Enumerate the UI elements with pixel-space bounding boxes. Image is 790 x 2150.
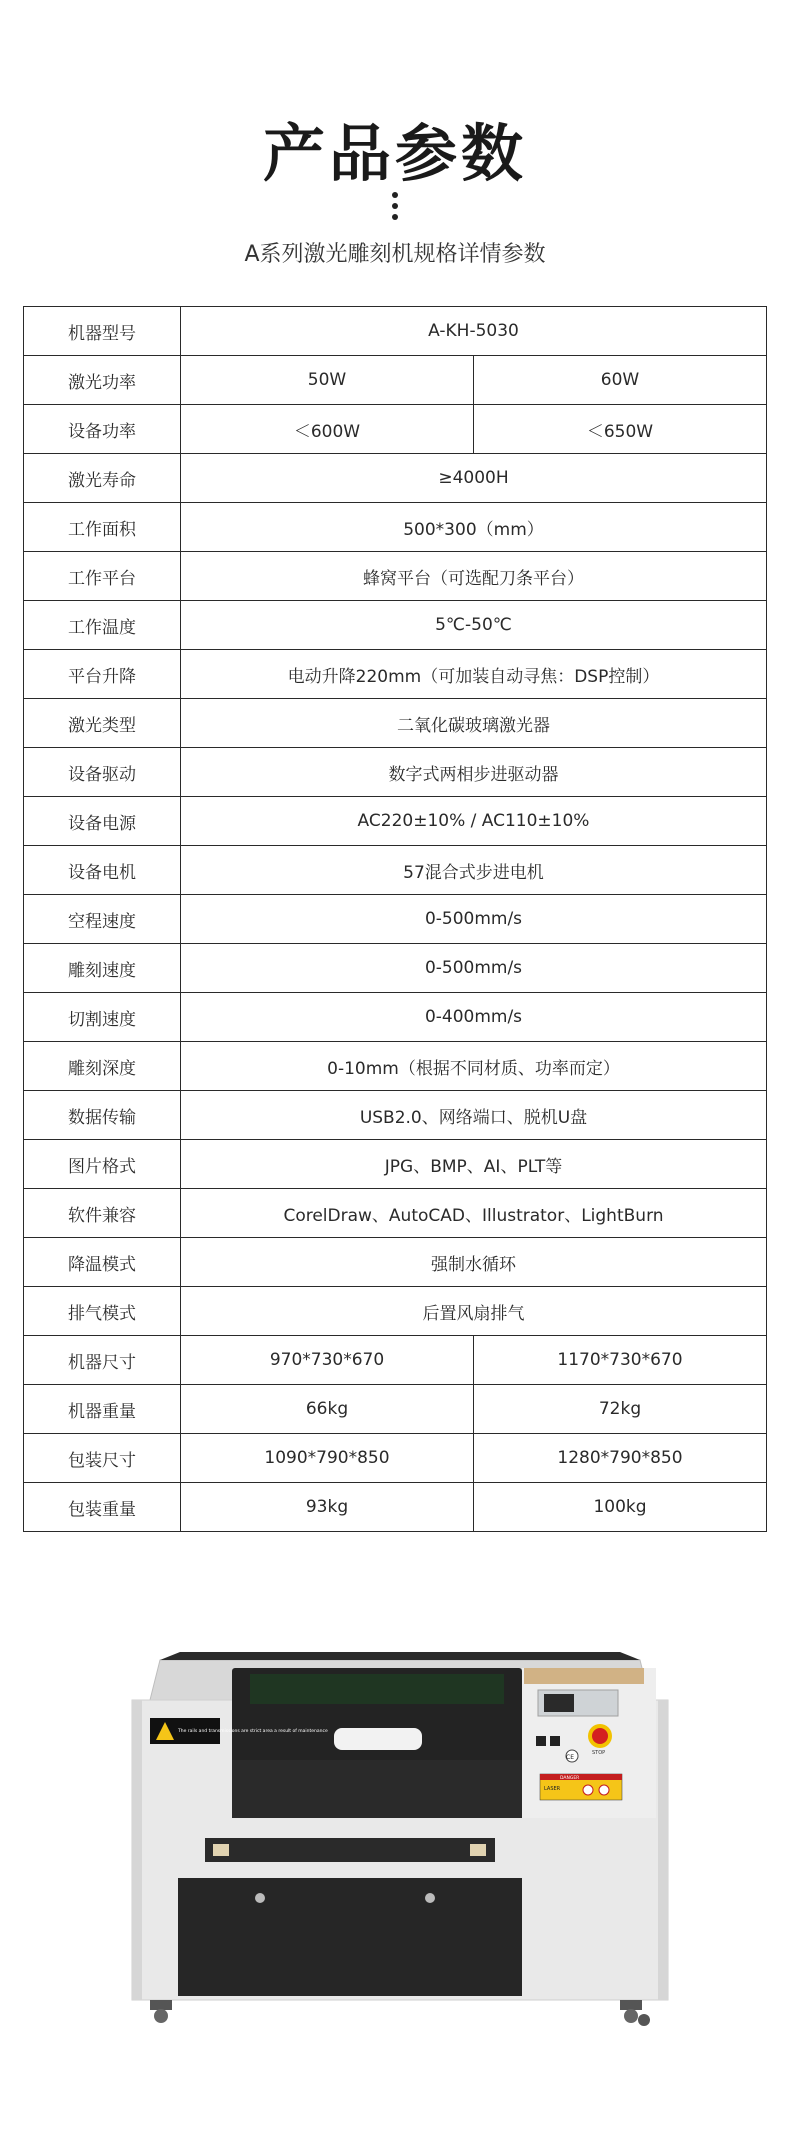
decorative-dots — [391, 192, 399, 225]
spec-value: 数字式两相步进驱动器 — [181, 748, 767, 797]
spec-row — [24, 895, 767, 944]
svg-text:LASER: LASER — [544, 1786, 561, 1792]
spec-row — [24, 1140, 767, 1189]
spec-row — [24, 503, 767, 552]
spec-table — [23, 306, 767, 1532]
spec-row — [24, 601, 767, 650]
spec-row — [24, 1483, 767, 1532]
spec-value: 1090*790*850 — [181, 1434, 474, 1483]
page-title: 产品参数 — [262, 117, 527, 190]
spec-value: 后置风扇排气 — [181, 1287, 767, 1336]
spec-label: 图片格式 — [24, 1140, 181, 1189]
spec-label: 工作平台 — [24, 552, 181, 601]
spec-label: 雕刻速度 — [24, 944, 181, 993]
svg-text:STOP: STOP — [592, 1750, 606, 1756]
spec-label: 包装重量 — [24, 1483, 181, 1532]
svg-text:CE: CE — [566, 1754, 574, 1761]
spec-value: 50W — [181, 356, 474, 405]
spec-label: 机器重量 — [24, 1385, 181, 1434]
page-subtitle: A系列激光雕刻机规格详情参数 — [244, 242, 546, 267]
spec-value: CorelDraw、AutoCAD、Illustrator、LightBurn — [181, 1189, 767, 1238]
spec-label: 激光功率 — [24, 356, 181, 405]
spec-value: 60W — [474, 356, 767, 405]
spec-label: 机器尺寸 — [24, 1336, 181, 1385]
spec-value: A-KH-5030 — [181, 307, 767, 356]
spec-label: 软件兼容 — [24, 1189, 181, 1238]
spec-row — [24, 993, 767, 1042]
spec-label: 设备驱动 — [24, 748, 181, 797]
spec-label: 数据传输 — [24, 1091, 181, 1140]
spec-row — [24, 454, 767, 503]
spec-row — [24, 307, 767, 356]
spec-row — [24, 1336, 767, 1385]
spec-value: ＜650W — [474, 405, 767, 454]
spec-row — [24, 405, 767, 454]
spec-row — [24, 1091, 767, 1140]
svg-text:The rails and transmissions ar: The rails and transmissions are strict area a result of maintenance — [178, 1729, 328, 1734]
spec-label: 设备功率 — [24, 405, 181, 454]
spec-label: 降温模式 — [24, 1238, 181, 1287]
spec-value: AC220±10% / AC110±10% — [181, 797, 767, 846]
spec-value: 电动升降220mm（可加装自动寻焦：DSP控制） — [181, 650, 767, 699]
spec-row — [24, 650, 767, 699]
spec-value: 0-500mm/s — [181, 944, 767, 993]
spec-row — [24, 1287, 767, 1336]
spec-value: 0-400mm/s — [181, 993, 767, 1042]
spec-row — [24, 846, 767, 895]
spec-row — [24, 552, 767, 601]
spec-label: 设备电源 — [24, 797, 181, 846]
spec-label: 激光类型 — [24, 699, 181, 748]
spec-value: 100kg — [474, 1483, 767, 1532]
spec-value: 0-10mm（根据不同材质、功率而定） — [181, 1042, 767, 1091]
spec-value: 1170*730*670 — [474, 1336, 767, 1385]
spec-value: ＜600W — [181, 405, 474, 454]
spec-label: 雕刻深度 — [24, 1042, 181, 1091]
spec-label: 激光寿命 — [24, 454, 181, 503]
spec-label: 工作温度 — [24, 601, 181, 650]
spec-row — [24, 797, 767, 846]
spec-value: 1280*790*850 — [474, 1434, 767, 1483]
spec-value: 0-500mm/s — [181, 895, 767, 944]
laser-engraver-image — [120, 1640, 680, 2030]
spec-row — [24, 1434, 767, 1483]
spec-label: 平台升降 — [24, 650, 181, 699]
spec-label: 包装尺寸 — [24, 1434, 181, 1483]
spec-row — [24, 1189, 767, 1238]
spec-row — [24, 944, 767, 993]
spec-label: 工作面积 — [24, 503, 181, 552]
spec-value: 5℃-50℃ — [181, 601, 767, 650]
spec-value: ≥4000H — [181, 454, 767, 503]
spec-value: USB2.0、网络端口、脱机U盘 — [181, 1091, 767, 1140]
spec-value: 二氧化碳玻璃激光器 — [181, 699, 767, 748]
spec-value: 500*300（mm） — [181, 503, 767, 552]
spec-row — [24, 699, 767, 748]
spec-value: JPG、BMP、AI、PLT等 — [181, 1140, 767, 1189]
spec-value: 72kg — [474, 1385, 767, 1434]
spec-value: 强制水循环 — [181, 1238, 767, 1287]
spec-row — [24, 1042, 767, 1091]
spec-label: 切割速度 — [24, 993, 181, 1042]
spec-value: 蜂窝平台（可选配刀条平台） — [181, 552, 767, 601]
svg-text:DANGER: DANGER — [560, 1776, 580, 1781]
spec-value: 66kg — [181, 1385, 474, 1434]
spec-label: 排气模式 — [24, 1287, 181, 1336]
spec-label: 机器型号 — [24, 307, 181, 356]
spec-row — [24, 356, 767, 405]
spec-value: 970*730*670 — [181, 1336, 474, 1385]
spec-label: 空程速度 — [24, 895, 181, 944]
spec-row — [24, 748, 767, 797]
spec-row — [24, 1238, 767, 1287]
spec-label: 设备电机 — [24, 846, 181, 895]
spec-value: 93kg — [181, 1483, 474, 1532]
spec-row — [24, 1385, 767, 1434]
spec-value: 57混合式步进电机 — [181, 846, 767, 895]
